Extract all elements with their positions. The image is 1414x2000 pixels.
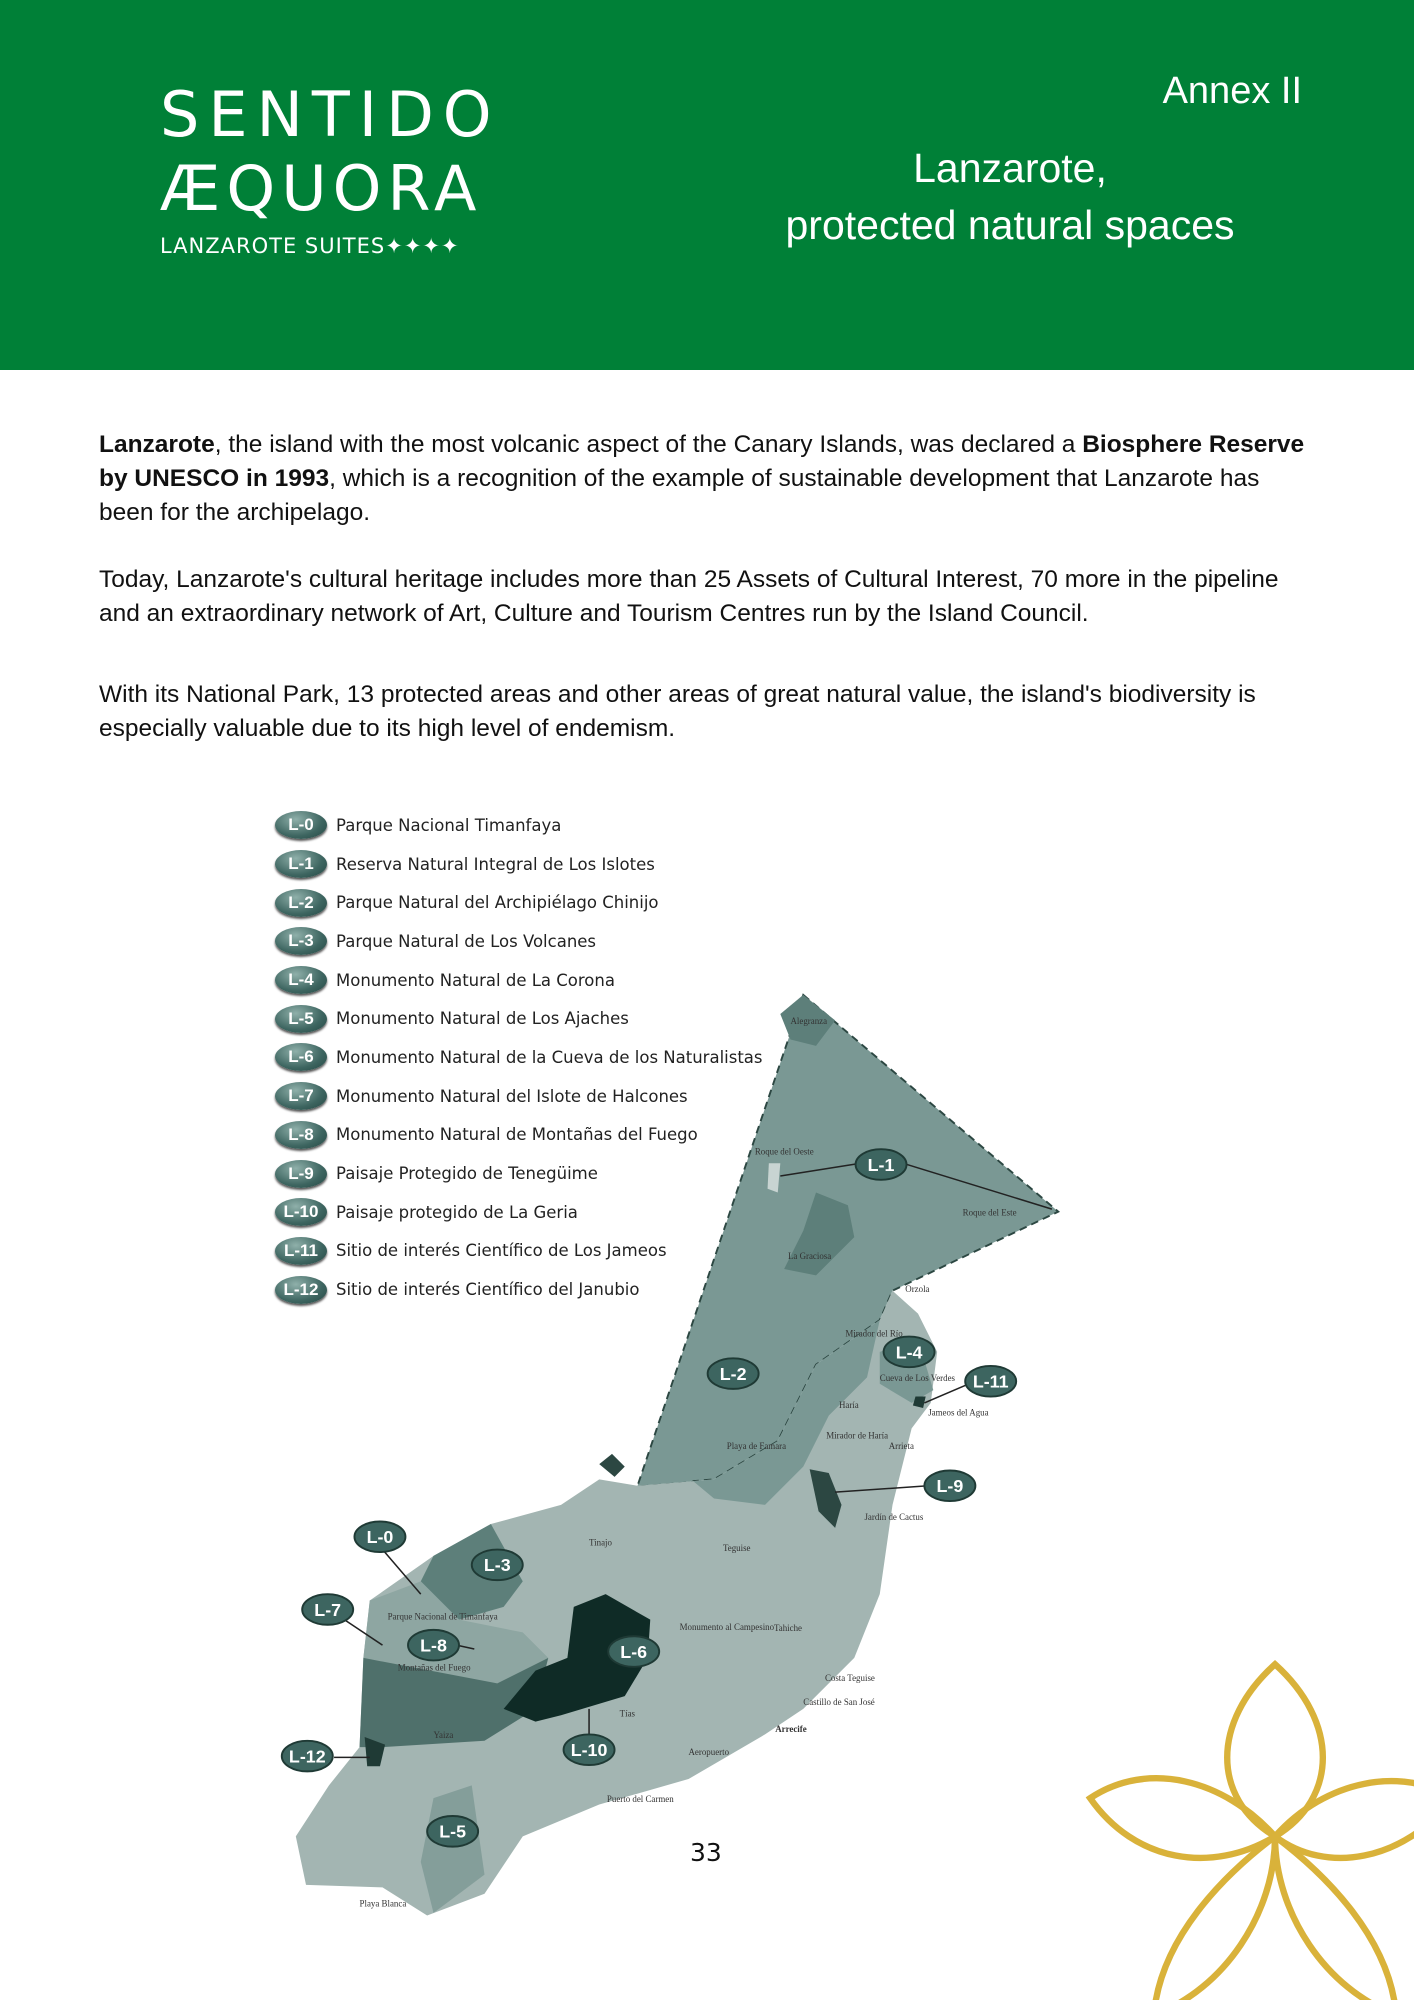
sentido-aequora-logo: SENTIDO ÆQUORA LANZAROTE SUITES✦✦✦✦ bbox=[160, 78, 501, 258]
map-badge-l-2 bbox=[708, 1358, 759, 1389]
svg-text:Monumento al Campesino: Monumento al Campesino bbox=[679, 1621, 775, 1632]
map-badge-l-9 bbox=[924, 1470, 975, 1501]
svg-text:Parque Nacional de Timanfaya: Parque Nacional de Timanfaya bbox=[387, 1611, 498, 1622]
map-badge-label: L-6 bbox=[620, 1641, 648, 1662]
legend-item bbox=[275, 845, 763, 884]
legend-item bbox=[275, 1038, 763, 1077]
svg-text:Playa Blanca: Playa Blanca bbox=[359, 1898, 407, 1909]
map-badge-l-8 bbox=[408, 1630, 459, 1661]
svg-text:Montañas del Fuego: Montañas del Fuego bbox=[397, 1662, 471, 1673]
legend-item bbox=[275, 961, 763, 1000]
area-name: Monumento Natural del Islote de Halcones bbox=[336, 1086, 688, 1106]
area-name: Monumento Natural de Montañas del Fuego bbox=[336, 1125, 698, 1145]
map-badge-label: L-2 bbox=[719, 1363, 747, 1384]
map-badge-label: L-0 bbox=[366, 1527, 394, 1548]
area-code-badge: L-0 bbox=[275, 811, 327, 839]
svg-text:Mirador de Haría: Mirador de Haría bbox=[826, 1430, 889, 1441]
legend-item bbox=[275, 1193, 763, 1232]
svg-text:Haría: Haría bbox=[838, 1400, 859, 1411]
svg-text:Tahiche: Tahiche bbox=[773, 1623, 803, 1634]
map-badge-label: L-3 bbox=[483, 1555, 511, 1576]
area-code-badge: L-5 bbox=[275, 1005, 327, 1033]
legend-item bbox=[275, 922, 763, 961]
legend-item bbox=[275, 999, 763, 1038]
area-code-badge: L-12 bbox=[275, 1276, 327, 1304]
area-name: Sitio de interés Científico del Janubio bbox=[336, 1280, 640, 1300]
area-code-badge: L-6 bbox=[275, 1043, 327, 1071]
map-badge-l-11 bbox=[965, 1366, 1016, 1397]
map-badge-l-7 bbox=[302, 1594, 353, 1625]
area-name: Sitio de interés Científico de Los Jameos bbox=[336, 1241, 667, 1261]
svg-text:Mirador del Río: Mirador del Río bbox=[845, 1328, 903, 1339]
map-badge-l-5 bbox=[427, 1816, 478, 1847]
svg-text:Aeropuerto: Aeropuerto bbox=[688, 1746, 730, 1757]
map-badge-l-6 bbox=[608, 1636, 659, 1667]
svg-text:Cueva de Los Verdes: Cueva de Los Verdes bbox=[879, 1373, 956, 1384]
map-badge-label: L-1 bbox=[867, 1154, 895, 1175]
area-code-badge: L-2 bbox=[275, 889, 327, 917]
svg-text:Castillo de San José: Castillo de San José bbox=[803, 1697, 875, 1708]
svg-text:Jameos del Agua: Jameos del Agua bbox=[928, 1407, 989, 1418]
map-badge-label: L-7 bbox=[314, 1599, 342, 1620]
map-badge-l-1 bbox=[856, 1149, 907, 1180]
annex-label: Annex II bbox=[1162, 70, 1302, 112]
svg-text:Roque del Este: Roque del Este bbox=[962, 1207, 1017, 1218]
svg-text:Costa Teguise: Costa Teguise bbox=[824, 1672, 875, 1683]
map-badge-label: L-10 bbox=[570, 1740, 608, 1761]
svg-text:Orzola: Orzola bbox=[905, 1283, 930, 1294]
svg-text:Arrieta: Arrieta bbox=[888, 1440, 914, 1451]
flower-ornament-icon bbox=[1090, 1664, 1414, 2000]
area-code-badge: L-3 bbox=[275, 927, 327, 955]
area-code-badge: L-9 bbox=[275, 1160, 327, 1188]
map-badge-l-3 bbox=[472, 1550, 523, 1581]
legend-item bbox=[275, 1270, 763, 1309]
area-code-badge: L-11 bbox=[275, 1237, 327, 1265]
legend bbox=[275, 806, 763, 1309]
svg-text:La Graciosa: La Graciosa bbox=[787, 1250, 832, 1261]
area-name: Reserva Natural Integral de Los Islotes bbox=[336, 854, 655, 874]
area-code-badge: L-7 bbox=[275, 1082, 327, 1110]
area-name: Monumento Natural de la Cueva de los Naturalistas bbox=[336, 1047, 763, 1067]
map-badge-label: L-9 bbox=[936, 1476, 964, 1497]
area-code-badge: L-10 bbox=[275, 1198, 327, 1226]
legend-item bbox=[275, 1232, 763, 1271]
legend-item bbox=[275, 1116, 763, 1155]
area-name: Paisaje Protegido de Tenegüime bbox=[336, 1164, 598, 1184]
map-badge-label: L-11 bbox=[972, 1371, 1009, 1392]
svg-text:Roque del Oeste: Roque del Oeste bbox=[754, 1146, 814, 1157]
map-badge-l-10 bbox=[564, 1734, 615, 1765]
svg-text:Arrecife: Arrecife bbox=[775, 1723, 807, 1734]
svg-text:Yaiza: Yaiza bbox=[433, 1730, 454, 1741]
map-badge-label: L-5 bbox=[439, 1821, 467, 1842]
svg-text:Tías: Tías bbox=[619, 1708, 636, 1719]
area-name: Parque Natural de Los Volcanes bbox=[336, 931, 597, 951]
paragraph-intro: Lanzarote, the island with the most volcanic aspect of the Canary Islands, was declared a Biosphere Reserve by UNESCO in 1993, which is a recognition of the example of sustainable development that Lanzarote has been for the archipelago. bbox=[99, 431, 1305, 526]
area-code-badge: L-1 bbox=[275, 850, 327, 878]
area-code-badge: L-4 bbox=[275, 966, 327, 994]
map-badge-label: L-4 bbox=[895, 1342, 923, 1363]
area-name: Parque Nacional Timanfaya bbox=[336, 815, 562, 835]
map-badge-label: L-8 bbox=[420, 1635, 447, 1656]
paragraph-biodiversity: With its National Park, 13 protected areas and other areas of great natural value, the island's biodiversity is especially valuable due to its high level of endemism. bbox=[99, 681, 1256, 742]
legend-item bbox=[275, 883, 763, 922]
map-badge-l-0 bbox=[354, 1521, 405, 1552]
paragraph-heritage: Today, Lanzarote's cultural heritage includes more than 25 Assets of Cultural Interest, 70 more in the pipeline and an extraordinary network of Art, Culture and Tourism Centres run by the Island Council. bbox=[99, 566, 1279, 627]
area-code-badge: L-8 bbox=[275, 1121, 327, 1149]
svg-text:Puerto del Carmen: Puerto del Carmen bbox=[606, 1793, 674, 1804]
area-name: Paisaje protegido de La Geria bbox=[336, 1202, 578, 1222]
svg-text:Jardín de Cactus: Jardín de Cactus bbox=[864, 1512, 924, 1523]
svg-text:Playa de Famara: Playa de Famara bbox=[726, 1440, 787, 1451]
page-title: Lanzarote, protected natural spaces bbox=[785, 145, 1235, 248]
legend-item bbox=[275, 806, 763, 845]
svg-text:Teguise: Teguise bbox=[722, 1542, 751, 1553]
page-number: 33 bbox=[690, 1838, 722, 1867]
legend-item bbox=[275, 1077, 763, 1116]
area-name: Parque Natural del Archipiélago Chinijo bbox=[336, 893, 659, 913]
map-badge-l-4 bbox=[884, 1337, 935, 1368]
area-name: Monumento Natural de La Corona bbox=[336, 970, 615, 990]
svg-text:Alegranza: Alegranza bbox=[790, 1016, 828, 1027]
legend-item bbox=[275, 1154, 763, 1193]
map-badge-label: L-12 bbox=[288, 1746, 326, 1767]
map-badge-l-12 bbox=[282, 1741, 333, 1772]
area-name: Monumento Natural de Los Ajaches bbox=[336, 1009, 629, 1029]
svg-text:Tinajo: Tinajo bbox=[589, 1537, 612, 1548]
